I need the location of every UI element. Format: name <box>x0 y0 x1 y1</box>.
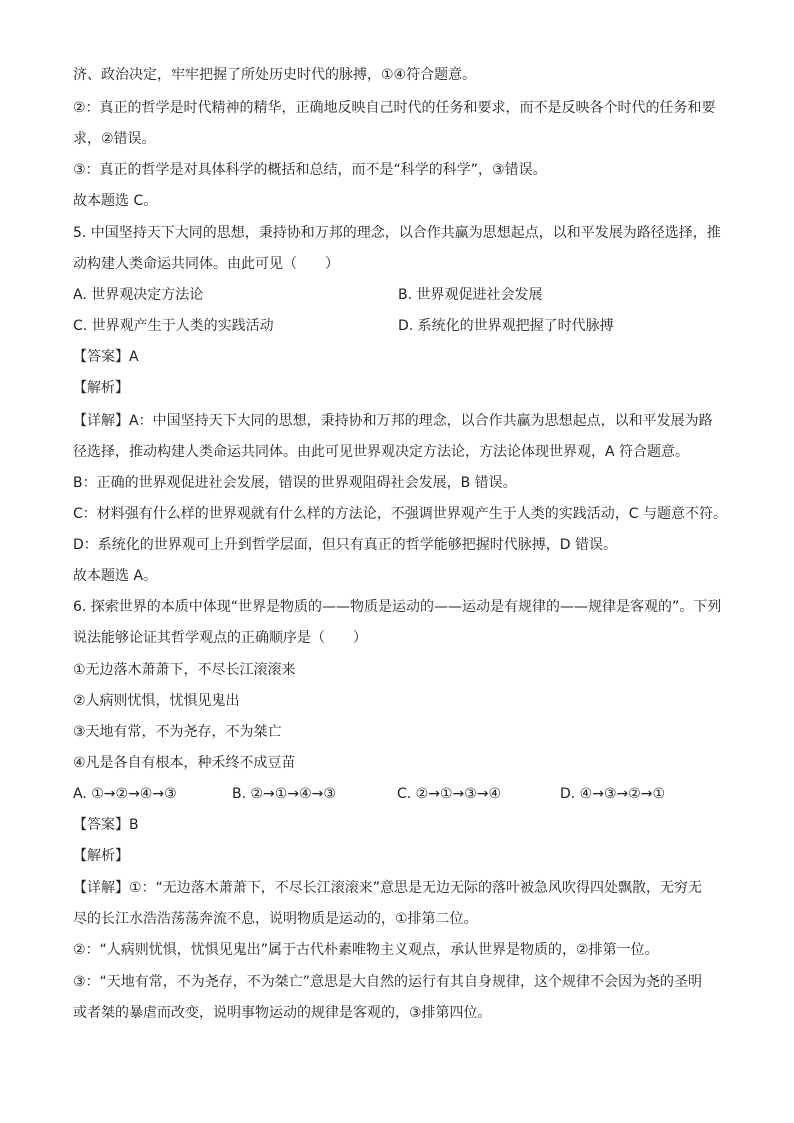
text-line: ②：“人病则忧惧，忧惧见鬼出”属于古代朴素唯物主义观点，承认世界是物质的，②排第一位。 <box>73 942 659 958</box>
text-line: ③：真正的哲学是对具体科学的概括和总结，而不是“科学的科学”，③错误。 <box>73 162 547 178</box>
q5-option-a: A. 世界观决定方法论 <box>73 287 204 303</box>
text-line: 故本题选 C。 <box>73 193 158 209</box>
answer-label: 【答案】A <box>73 349 139 365</box>
text-line: ③：“天地有常，不为尧存，不为桀亡”意思是大自然的运行有其自身规律，这个规律不会因为尧的圣明 <box>73 974 703 990</box>
text-line: D：系统化的世界观可上升到哲学层面，但只有真正的哲学能够把握时代脉搏，D 错误。 <box>73 537 618 553</box>
text-line: 济、政治决定，牢牢把握了所处历史时代的脉搏，①④符合题意。 <box>73 67 477 83</box>
text-line: C：材料强有什么样的世界观就有什么样的方法论，不强调世界观产生于人类的实践活动，C 与题意不符。 <box>73 506 727 522</box>
text-line: B：正确的世界观促进社会发展，错误的世界观阻碍社会发展，B 错误。 <box>73 475 517 491</box>
analysis-label: 【解析】 <box>73 380 129 396</box>
question-6-stem: 6. 探索世界的本质中体现“世界是物质的——物质是运动的——运动是有规律的——规律是客观的”。下列 <box>73 599 722 615</box>
q6-option-d: D. ④→③→②→① <box>560 786 666 802</box>
q5-option-b: B. 世界观促进社会发展 <box>398 287 543 303</box>
analysis-label: 【解析】 <box>73 848 129 864</box>
text-line: ④凡是各自有根本，种禾终不成豆苗 <box>73 755 296 771</box>
text-line: 故本题选 A。 <box>73 568 158 584</box>
text-line: ①无边落木萧萧下，不尽长江滚滚来 <box>73 662 296 678</box>
question-5-stem: 动构建人类命运共同体。由此可见（ ） <box>73 256 339 272</box>
text-line: ③天地有常，不为尧存，不为桀亡 <box>73 724 282 740</box>
q5-option-d: D. 系统化的世界观把握了时代脉搏 <box>398 318 614 334</box>
q6-option-b: B. ②→①→④→③ <box>232 786 336 802</box>
text-line: 求，②错误。 <box>73 131 156 147</box>
text-line: 【详解】①：“无边落木萧萧下，不尽长江滚滚来”意思是无边无际的落叶被急风吹得四处飘散，无穷无 <box>73 880 703 896</box>
q6-option-a: A. ①→②→④→③ <box>73 786 177 802</box>
answer-label: 【答案】B <box>73 817 139 833</box>
text-line: 径选择，推动构建人类命运共同体。由此可见世界观决定方法论，方法论体现世界观，A 符合题意。 <box>73 444 690 460</box>
question-6-stem: 说法能够论证其哲学观点的正确顺序是（ ） <box>73 630 367 646</box>
text-line: 尽的长江水浩浩荡荡奔流不息，说明物质是运动的，①排第二位。 <box>73 911 478 927</box>
text-line: 或者桀的暴虐而改变，说明事物运动的规律是客观的，③排第四位。 <box>73 1005 492 1021</box>
q6-option-c: C. ②→①→③→④ <box>397 786 502 802</box>
text-line: 【详解】A：中国坚持天下大同的思想，秉持协和万邦的理念，以合作共赢为思想起点，以和平发展为路 <box>73 413 713 429</box>
text-line: ②：真正的哲学是时代精神的精华，正确地反映自己时代的任务和要求，而不是反映各个时代的任务和要 <box>73 100 716 116</box>
text-line: ②人病则忧惧，忧惧见鬼出 <box>73 693 240 709</box>
question-5-stem: 5. 中国坚持天下大同的思想，秉持协和万邦的理念，以合作共赢为思想起点，以和平发展为路径选择，推 <box>73 225 721 241</box>
q5-option-c: C. 世界观产生于人类的实践活动 <box>73 318 274 334</box>
